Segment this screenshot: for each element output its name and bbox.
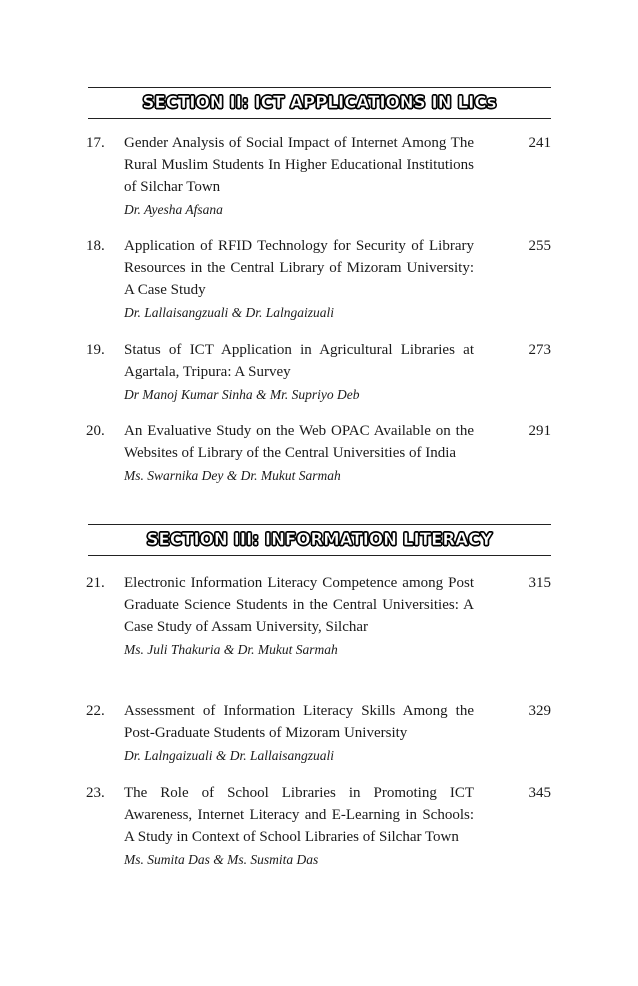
entry-number: 18. — [86, 238, 105, 254]
entry-number: 20. — [86, 423, 105, 439]
entry-title: Status of ICT Application in Agricultural Libraries at Agartala, Tripura: A Survey — [124, 342, 474, 380]
entry-number: 19. — [86, 342, 105, 358]
entry-number: 23. — [86, 785, 105, 801]
entry-authors: Dr. Lalngaizuali & Dr. Lallaisangzuali — [124, 748, 335, 763]
entry-body — [124, 235, 474, 323]
entry-body — [124, 339, 474, 405]
section-header — [88, 87, 551, 119]
entry-title: The Role of School Libraries in Promoting ICT Awareness, Internet Literacy and E-Learning in Schools: A Study in Context of School Libraries of Silchar Town — [124, 785, 474, 845]
entry-body — [124, 700, 474, 766]
entry-body — [124, 420, 474, 486]
entry-authors: Ms. Juli Thakuria & Dr. Mukut Sarmah — [124, 642, 338, 657]
section-header — [88, 524, 551, 556]
entry-authors: Dr. Lallaisangzuali & Dr. Lalngaizuali — [124, 305, 335, 320]
entry-page-number: 241 — [528, 135, 551, 151]
entry-page-number: 273 — [528, 342, 551, 358]
entry-body — [124, 782, 474, 870]
entry-body — [124, 572, 474, 660]
entry-number: 17. — [86, 135, 105, 151]
entry-title: Assessment of Information Literacy Skills Among the Post-Graduate Students of Mizoram University — [124, 703, 474, 741]
entry-page-number: 329 — [528, 703, 551, 719]
entry-title: Electronic Information Literacy Competence among Post Graduate Science Students in the Central Universities: A Case Study of Assam University, Silchar — [124, 575, 474, 635]
entry-page-number: 255 — [528, 238, 551, 254]
section-title: SECTION II: ICT APPLICATIONS IN LICs — [142, 93, 497, 112]
entry-title: An Evaluative Study on the Web OPAC Available on the Websites of Library of the Central Universities of India — [124, 423, 474, 461]
entry-body — [124, 132, 474, 220]
entry-authors: Dr. Ayesha Afsana — [124, 202, 223, 217]
entry-authors: Ms. Swarnika Dey & Dr. Mukut Sarmah — [124, 468, 341, 483]
entry-number: 22. — [86, 703, 105, 719]
section-title: SECTION III: INFORMATION LITERACY — [146, 530, 493, 549]
entry-number: 21. — [86, 575, 105, 591]
entry-title: Gender Analysis of Social Impact of Internet Among The Rural Muslim Students In Higher Educational Institutions of Silchar Town — [124, 135, 474, 195]
entry-title: Application of RFID Technology for Security of Library Resources in the Central Library of Mizoram University: A Case Study — [124, 238, 474, 298]
entry-page-number: 291 — [528, 423, 551, 439]
entry-page-number: 345 — [528, 785, 551, 801]
entry-authors: Dr Manoj Kumar Sinha & Mr. Supriyo Deb — [124, 387, 360, 402]
entry-authors: Ms. Sumita Das & Ms. Susmita Das — [124, 852, 319, 867]
entry-page-number: 315 — [528, 575, 551, 591]
